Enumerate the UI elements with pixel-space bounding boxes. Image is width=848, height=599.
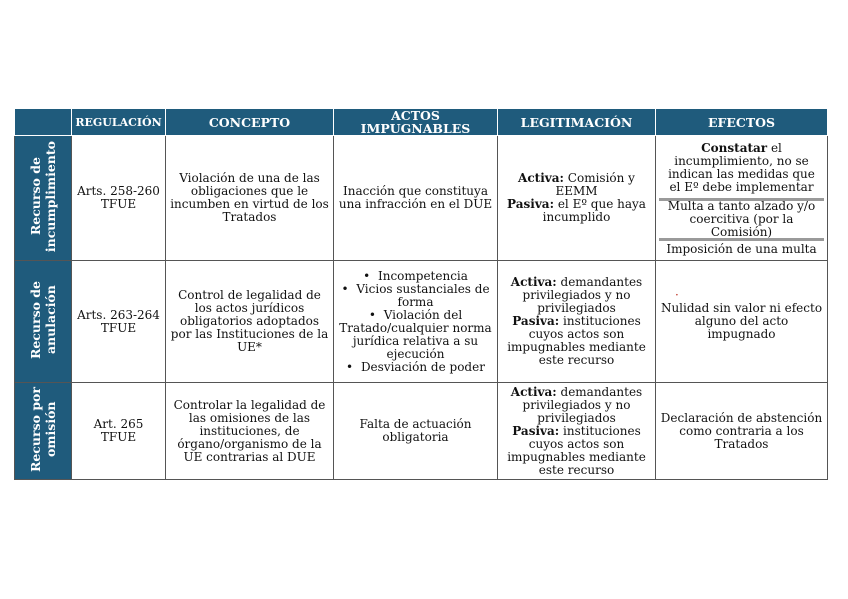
row-label-line: Recurso de (28, 281, 43, 360)
pasiva-text: instituciones cuyos actos son impugnables mediante este recurso (507, 423, 646, 477)
header-row (15, 109, 828, 136)
activa-label: Activa: (510, 275, 557, 289)
regulacion-cell: Arts. 263-264 TFUE (72, 261, 166, 383)
actos-list (337, 270, 494, 374)
efecto-mark: · (675, 288, 679, 302)
concepto-cell: Controlar la legalidad de las omisiones de las instituciones, de órgano/organismo de la UE contrarias al DUE (166, 383, 334, 480)
row-label-line: anulación (43, 286, 58, 355)
efecto-bold: Constatar (701, 141, 768, 155)
legitimacion-cell (498, 136, 656, 261)
pasiva-text: el Eº que haya incumplido (542, 197, 646, 224)
activa-text: Comisión y EEMM (555, 171, 635, 198)
pasiva-label: Pasiva: (507, 197, 554, 211)
row-label-line: omisión (43, 402, 58, 458)
list-item: • Vicios sustanciales de forma (339, 283, 492, 309)
legitimacion-cell (498, 383, 656, 480)
efecto-item: Imposición de una multa (666, 241, 817, 256)
header-corner (15, 109, 72, 136)
header-legitimacion: LEGITIMACIÓN (498, 109, 656, 136)
header-concepto: CONCEPTO (166, 109, 334, 136)
list-item: • Desviación de poder (339, 361, 492, 374)
pasiva-label: Pasiva: (512, 314, 560, 328)
row-label (15, 383, 72, 480)
activa-label: Activa: (518, 171, 564, 185)
actos-cell (334, 261, 498, 383)
header-efectos: EFECTOS (656, 109, 828, 136)
efecto-item: Multa a tanto alzado y/o coercitiva (por la Comisión) (659, 201, 824, 241)
efecto-item (659, 139, 824, 201)
regulacion-cell: Arts. 258-260 TFUE (72, 136, 166, 261)
activa-text: demandantes privilegiados y no privilegiados (522, 275, 643, 315)
row-label (15, 136, 72, 261)
table-row (15, 136, 828, 261)
pasiva-text: instituciones cuyos actos son impugnables mediante este recurso (507, 314, 646, 367)
efectos-cell: Declaración de abstención como contraria a los Tratados (656, 383, 828, 480)
activa-label: Activa: (510, 384, 557, 399)
row-label-line: Recurso por (28, 387, 43, 473)
efectos-cell (656, 136, 828, 261)
concepto-cell: Control de legalidad de los actos jurídicos obligatorios adoptados por las Instituciones de la UE* (166, 261, 334, 383)
list-item: • Violación del Tratado/cualquier norma jurídica relativa a su ejecución (339, 309, 492, 361)
efectos-cell (656, 261, 828, 383)
header-regulacion: REGULACIÓN (72, 109, 166, 136)
table-row (15, 261, 828, 383)
pasiva-label: Pasiva: (512, 423, 560, 438)
activa-text: demandantes privilegiados y no privilegiados (522, 384, 643, 425)
row-label (15, 261, 72, 383)
row-label-line: Recurso de (28, 157, 43, 237)
actos-cell: Inacción que constituya una infracción en el DUE (334, 136, 498, 261)
header-actos: ACTOS IMPUGNABLES (334, 109, 498, 136)
efecto-text: Nulidad sin valor ni efecto alguno del acto impugnado (660, 301, 823, 341)
row-label-line: incumplimiento (43, 141, 58, 253)
actos-cell: Falta de actuación obligatoria (334, 383, 498, 480)
table-row (15, 383, 828, 480)
efecto-spacer (659, 341, 824, 355)
recursos-table (14, 108, 828, 480)
efecto-text: el incumplimiento, no se indican las medidas que el Eº debe implementar (668, 141, 815, 194)
regulacion-cell: Art. 265 TFUE (72, 383, 166, 480)
concepto-cell: Violación de una de las obligaciones que le incumben en virtud de los Tratados (166, 136, 334, 261)
list-item: • Incompetencia (339, 270, 492, 283)
legitimacion-cell (498, 261, 656, 383)
